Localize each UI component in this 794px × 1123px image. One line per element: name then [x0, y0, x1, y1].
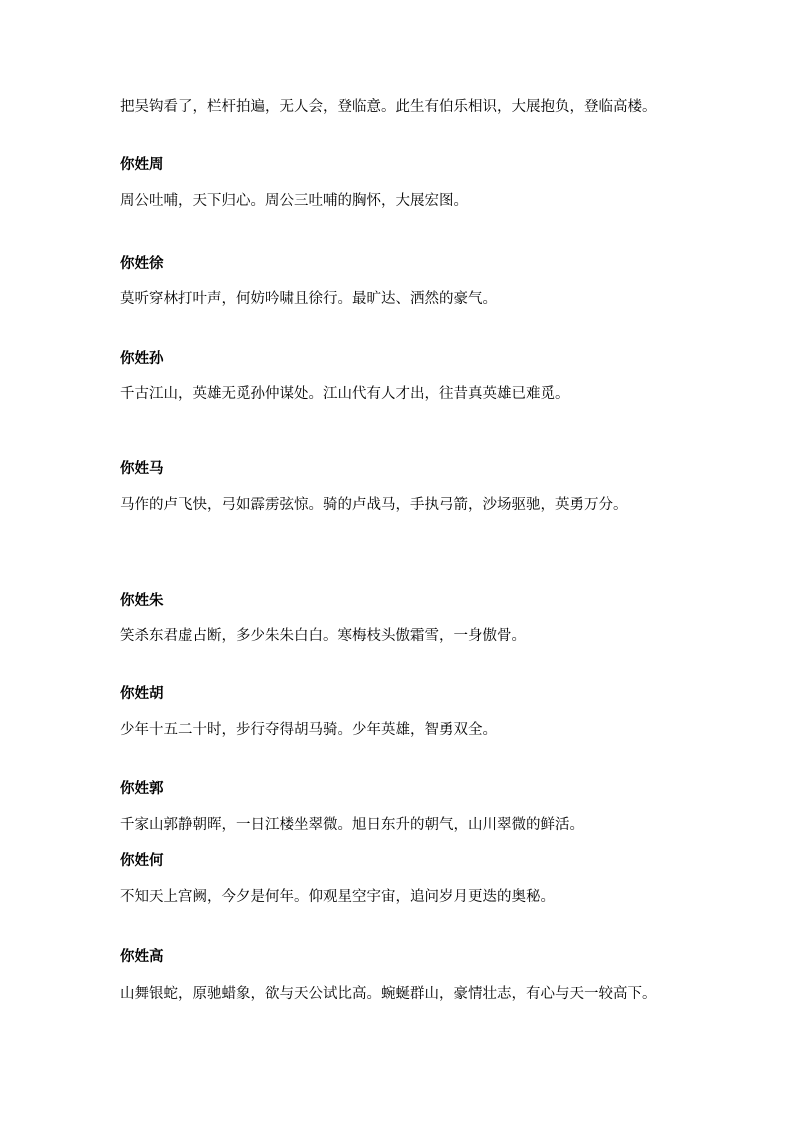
- entry-heading-guo: 你姓郭: [120, 781, 164, 797]
- entry-heading-he: 你姓何: [120, 853, 164, 869]
- entry-text-zhou: 周公吐哺，天下归心。周公三吐哺的胸怀，大展宏图。: [120, 193, 468, 209]
- entry-heading-zhou: 你姓周: [120, 157, 164, 173]
- entry-text-zhu: 笑杀东君虚占断，多少朱朱白白。寒梅枝头傲霜雪，一身傲骨。: [120, 628, 526, 644]
- entry-heading-zhu: 你姓朱: [120, 593, 164, 609]
- entry-text-gao: 山舞银蛇，原驰蜡象，欲与天公试比高。蜿蜒群山，豪情壮志，有心与天一较高下。: [120, 986, 657, 1002]
- entry-heading-hu: 你姓胡: [120, 686, 164, 702]
- entry-heading-ma: 你姓马: [120, 461, 164, 477]
- entry-text-hu: 少年十五二十时，步行夺得胡马骑。少年英雄，智勇双全。: [120, 722, 497, 738]
- entry-heading-gao: 你姓高: [120, 949, 164, 965]
- entry-heading-xu: 你姓徐: [120, 256, 164, 272]
- entry-text-xu: 莫听穿林打叶声，何妨吟啸且徐行。最旷达、洒然的豪气。: [120, 291, 497, 307]
- entry-heading-sun: 你姓孙: [120, 351, 164, 367]
- intro-paragraph: 把吴钩看了，栏杆拍遍，无人会，登临意。此生有伯乐相识，大展抱负，登临高楼。: [120, 99, 657, 115]
- entry-text-he: 不知天上宫阙，今夕是何年。仰观星空宇宙，追问岁月更迭的奥秘。: [120, 889, 555, 905]
- entry-text-guo: 千家山郭静朝晖，一日江楼坐翠微。旭日东升的朝气，山川翠微的鲜活。: [120, 817, 584, 833]
- entry-text-sun: 千古江山，英雄无觅孙仲谋处。江山代有人才出，往昔真英雄已难觅。: [120, 386, 570, 402]
- entry-text-ma: 马作的卢飞快，弓如霹雳弦惊。骑的卢战马，手执弓箭，沙场驱驰，英勇万分。: [120, 497, 628, 513]
